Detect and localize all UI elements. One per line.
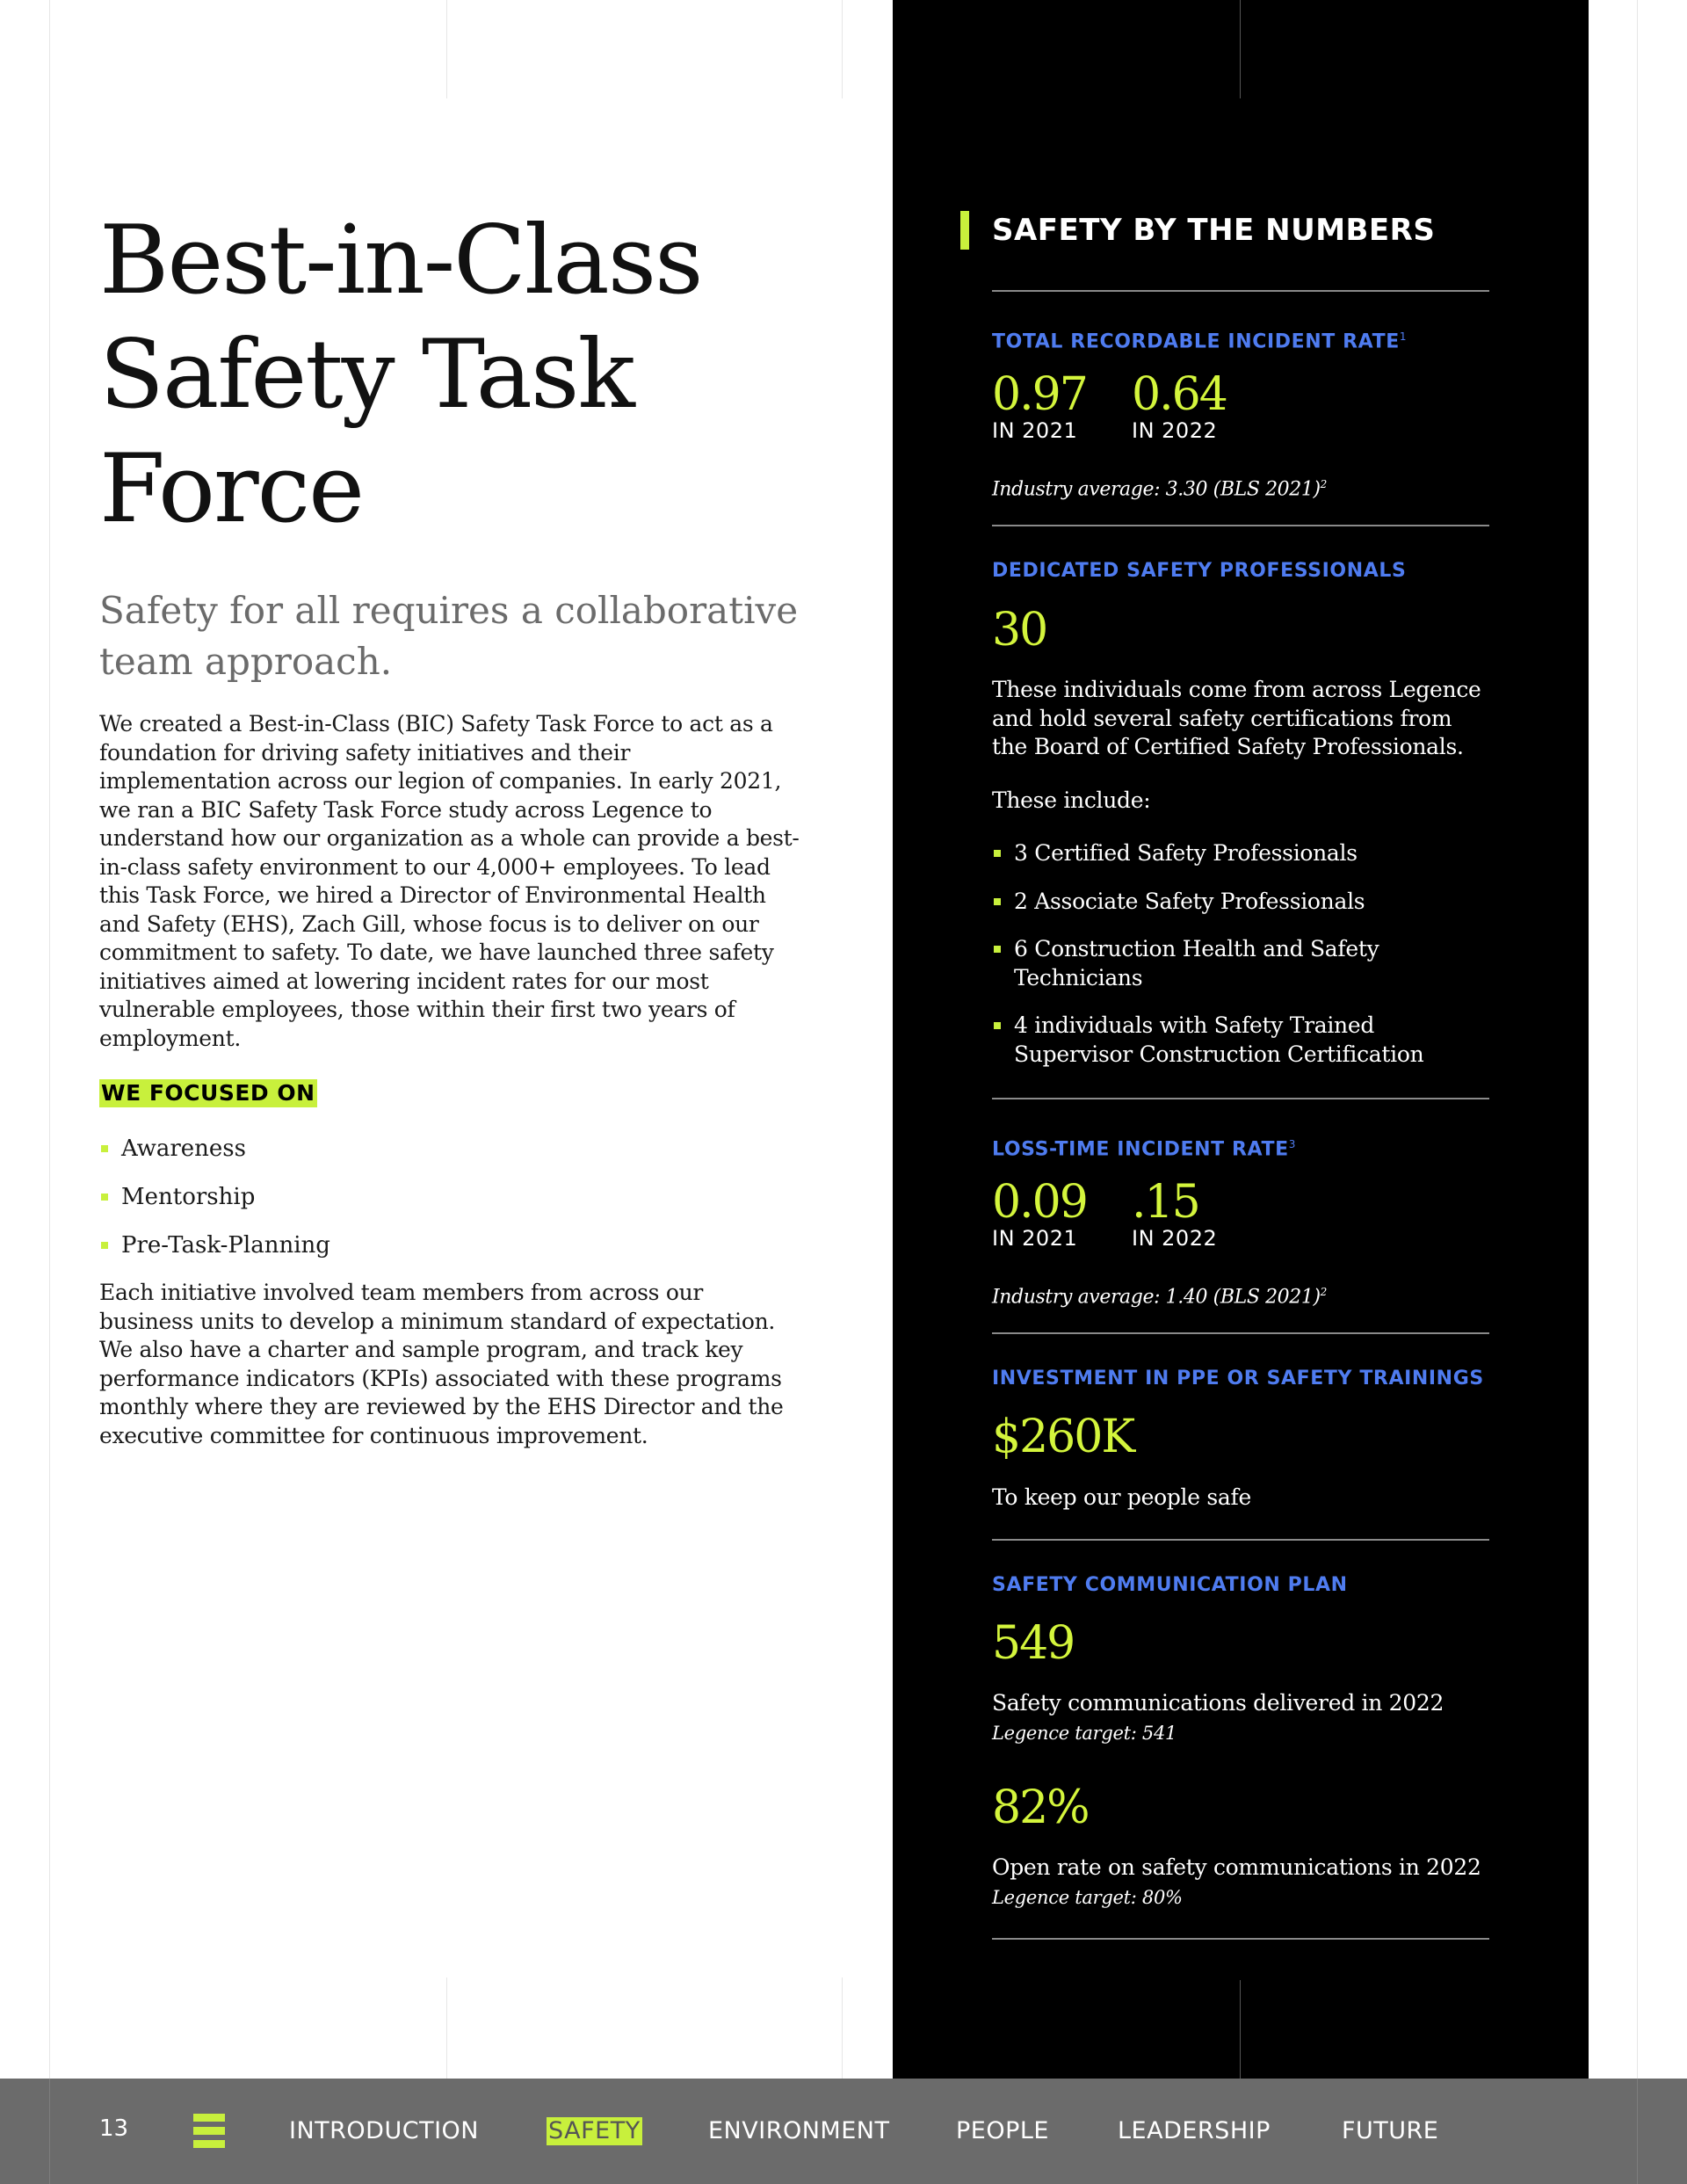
trir-industry-average xyxy=(992,472,1327,502)
guide-line xyxy=(1637,0,1638,2079)
trir-year-2022: IN 2022 xyxy=(1132,418,1218,443)
comm-delivered-description: Safety communications delivered in 2022 xyxy=(992,1690,1444,1716)
ltir-value-2022: .15 xyxy=(1132,1176,1199,1229)
divider xyxy=(992,1332,1489,1334)
intro-paragraph: We created a Best-in-Class (BIC) Safety Task Force to act as a foundation for driving safety initiatives and their implementation across our legion of companies. In early 2021, we ran a BIC Safety Task Force study across Legence to understand how our organization as a whole can provide a best-in-class safety environment to our 4,000+ employees. To lead this Task Force, we hired a Director of Environmental Health and Safety (EHS), Zach Gill, whose focus is to deliver on our commitment to safety. To date, we have launched three safety initiatives aimed at lowering incident rates for our most vulnerable employees, those within their first two years of employment. xyxy=(99,711,800,1051)
ltir-value-2021: 0.09 xyxy=(992,1176,1087,1229)
comm-open-rate-target: Legence target: 80% xyxy=(992,1887,1183,1908)
ppe-value: $260K xyxy=(992,1411,1134,1463)
guide-line xyxy=(842,0,843,98)
footnote-mark: 2 xyxy=(1320,478,1327,490)
trir-year-2021: IN 2021 xyxy=(992,418,1078,443)
certification-item: 6 Construction Health and Safety Technicians xyxy=(992,935,1489,992)
certification-item: 3 Certified Safety Professionals xyxy=(992,839,1489,868)
certification-item: 2 Associate Safety Professionals xyxy=(992,888,1489,917)
divider xyxy=(992,1539,1489,1541)
ltir-industry-average xyxy=(992,1280,1327,1310)
guide-line xyxy=(1637,2079,1638,2184)
footnote-mark: 3 xyxy=(1288,1138,1296,1150)
divider xyxy=(992,1938,1489,1940)
divider xyxy=(992,525,1489,526)
nav-safety[interactable]: SAFETY xyxy=(548,2117,641,2144)
subtitle: Safety for all requires a collaborative team approach. xyxy=(99,589,799,683)
ltir-year-2022: IN 2022 xyxy=(1132,1226,1218,1251)
title-line: Safety Task xyxy=(99,320,634,430)
guide-line xyxy=(446,1977,447,2079)
left-column xyxy=(99,204,802,1450)
trir-value-2021: 0.97 xyxy=(992,368,1087,421)
page-number: 13 xyxy=(99,2115,129,2142)
focus-item: Awareness xyxy=(99,1134,802,1164)
menu-icon[interactable] xyxy=(193,2114,225,2149)
footer-nav xyxy=(0,2079,1687,2184)
nav-introduction[interactable]: INTRODUCTION xyxy=(289,2117,479,2144)
divider xyxy=(992,290,1489,292)
closing-paragraph: Each initiative involved team members from across our business units to develop a minimum standard of expectation. We also have a charter and sample program, and track key performance indicators (KPIs) associated with these programs monthly where they are reviewed by the EHS Director and the executive committee for continuous improvement. xyxy=(99,1280,784,1448)
ppe-label: INVESTMENT IN PPE OR SAFETY TRAININGS xyxy=(992,1368,1484,1389)
comm-label: SAFETY COMMUNICATION PLAN xyxy=(992,1574,1348,1596)
ppe-description: To keep our people safe xyxy=(992,1484,1251,1510)
ltir-year-2021: IN 2021 xyxy=(992,1226,1078,1251)
footnote-mark: 1 xyxy=(1399,330,1407,343)
title-line: Force xyxy=(99,434,364,544)
panel-title: SAFETY BY THE NUMBERS xyxy=(992,213,1436,248)
guide-line xyxy=(49,0,50,2079)
guide-line xyxy=(446,0,447,98)
comm-value-open-rate: 82% xyxy=(992,1781,1089,1834)
trir-industry-text: Industry average: 3.30 (BLS 2021) xyxy=(992,478,1321,501)
guide-line xyxy=(842,1977,843,2079)
dsp-include-label: These include: xyxy=(992,787,1151,813)
focus-item: Mentorship xyxy=(99,1182,802,1212)
trir-label xyxy=(992,324,1406,354)
nav-people[interactable]: PEOPLE xyxy=(956,2117,1049,2144)
dsp-label: DEDICATED SAFETY PROFESSIONALS xyxy=(992,560,1407,582)
nav-future[interactable]: FUTURE xyxy=(1342,2117,1439,2144)
trir-label-text: TOTAL RECORDABLE INCIDENT RATE xyxy=(992,330,1400,353)
certification-list xyxy=(992,839,1489,1088)
nav-environment[interactable]: ENVIRONMENT xyxy=(708,2117,890,2144)
footnote-mark: 2 xyxy=(1320,1286,1327,1298)
nav-leadership[interactable]: LEADERSHIP xyxy=(1118,2117,1271,2144)
divider xyxy=(992,1098,1489,1099)
dsp-value: 30 xyxy=(992,604,1047,657)
ltir-industry-text: Industry average: 1.40 (BLS 2021) xyxy=(992,1286,1321,1309)
ltir-label xyxy=(992,1132,1295,1162)
certification-item: 4 individuals with Safety Trained Supervisor Construction Certification xyxy=(992,1012,1489,1069)
trir-value-2022: 0.64 xyxy=(1132,368,1227,421)
focus-item: Pre-Task-Planning xyxy=(99,1230,802,1260)
focus-label: WE FOCUSED ON xyxy=(101,1080,315,1106)
ltir-label-text: LOSS-TIME INCIDENT RATE xyxy=(992,1138,1289,1161)
page-title xyxy=(99,204,802,547)
guide-line xyxy=(1240,1980,1241,2079)
focus-list xyxy=(99,1134,802,1260)
stats-panel xyxy=(893,0,1589,2079)
guide-line xyxy=(1240,0,1241,98)
guide-line xyxy=(49,2079,50,2184)
comm-value-delivered: 549 xyxy=(992,1617,1075,1670)
title-accent-bar xyxy=(960,211,969,250)
title-line: Best-in-Class xyxy=(99,206,702,316)
comm-delivered-target: Legence target: 541 xyxy=(992,1723,1177,1744)
dsp-description: These individuals come from across Legence and hold several safety certifications from the Board of Certified Safety Professionals. xyxy=(992,677,1481,759)
comm-open-rate-description: Open rate on safety communications in 2022 xyxy=(992,1854,1481,1880)
